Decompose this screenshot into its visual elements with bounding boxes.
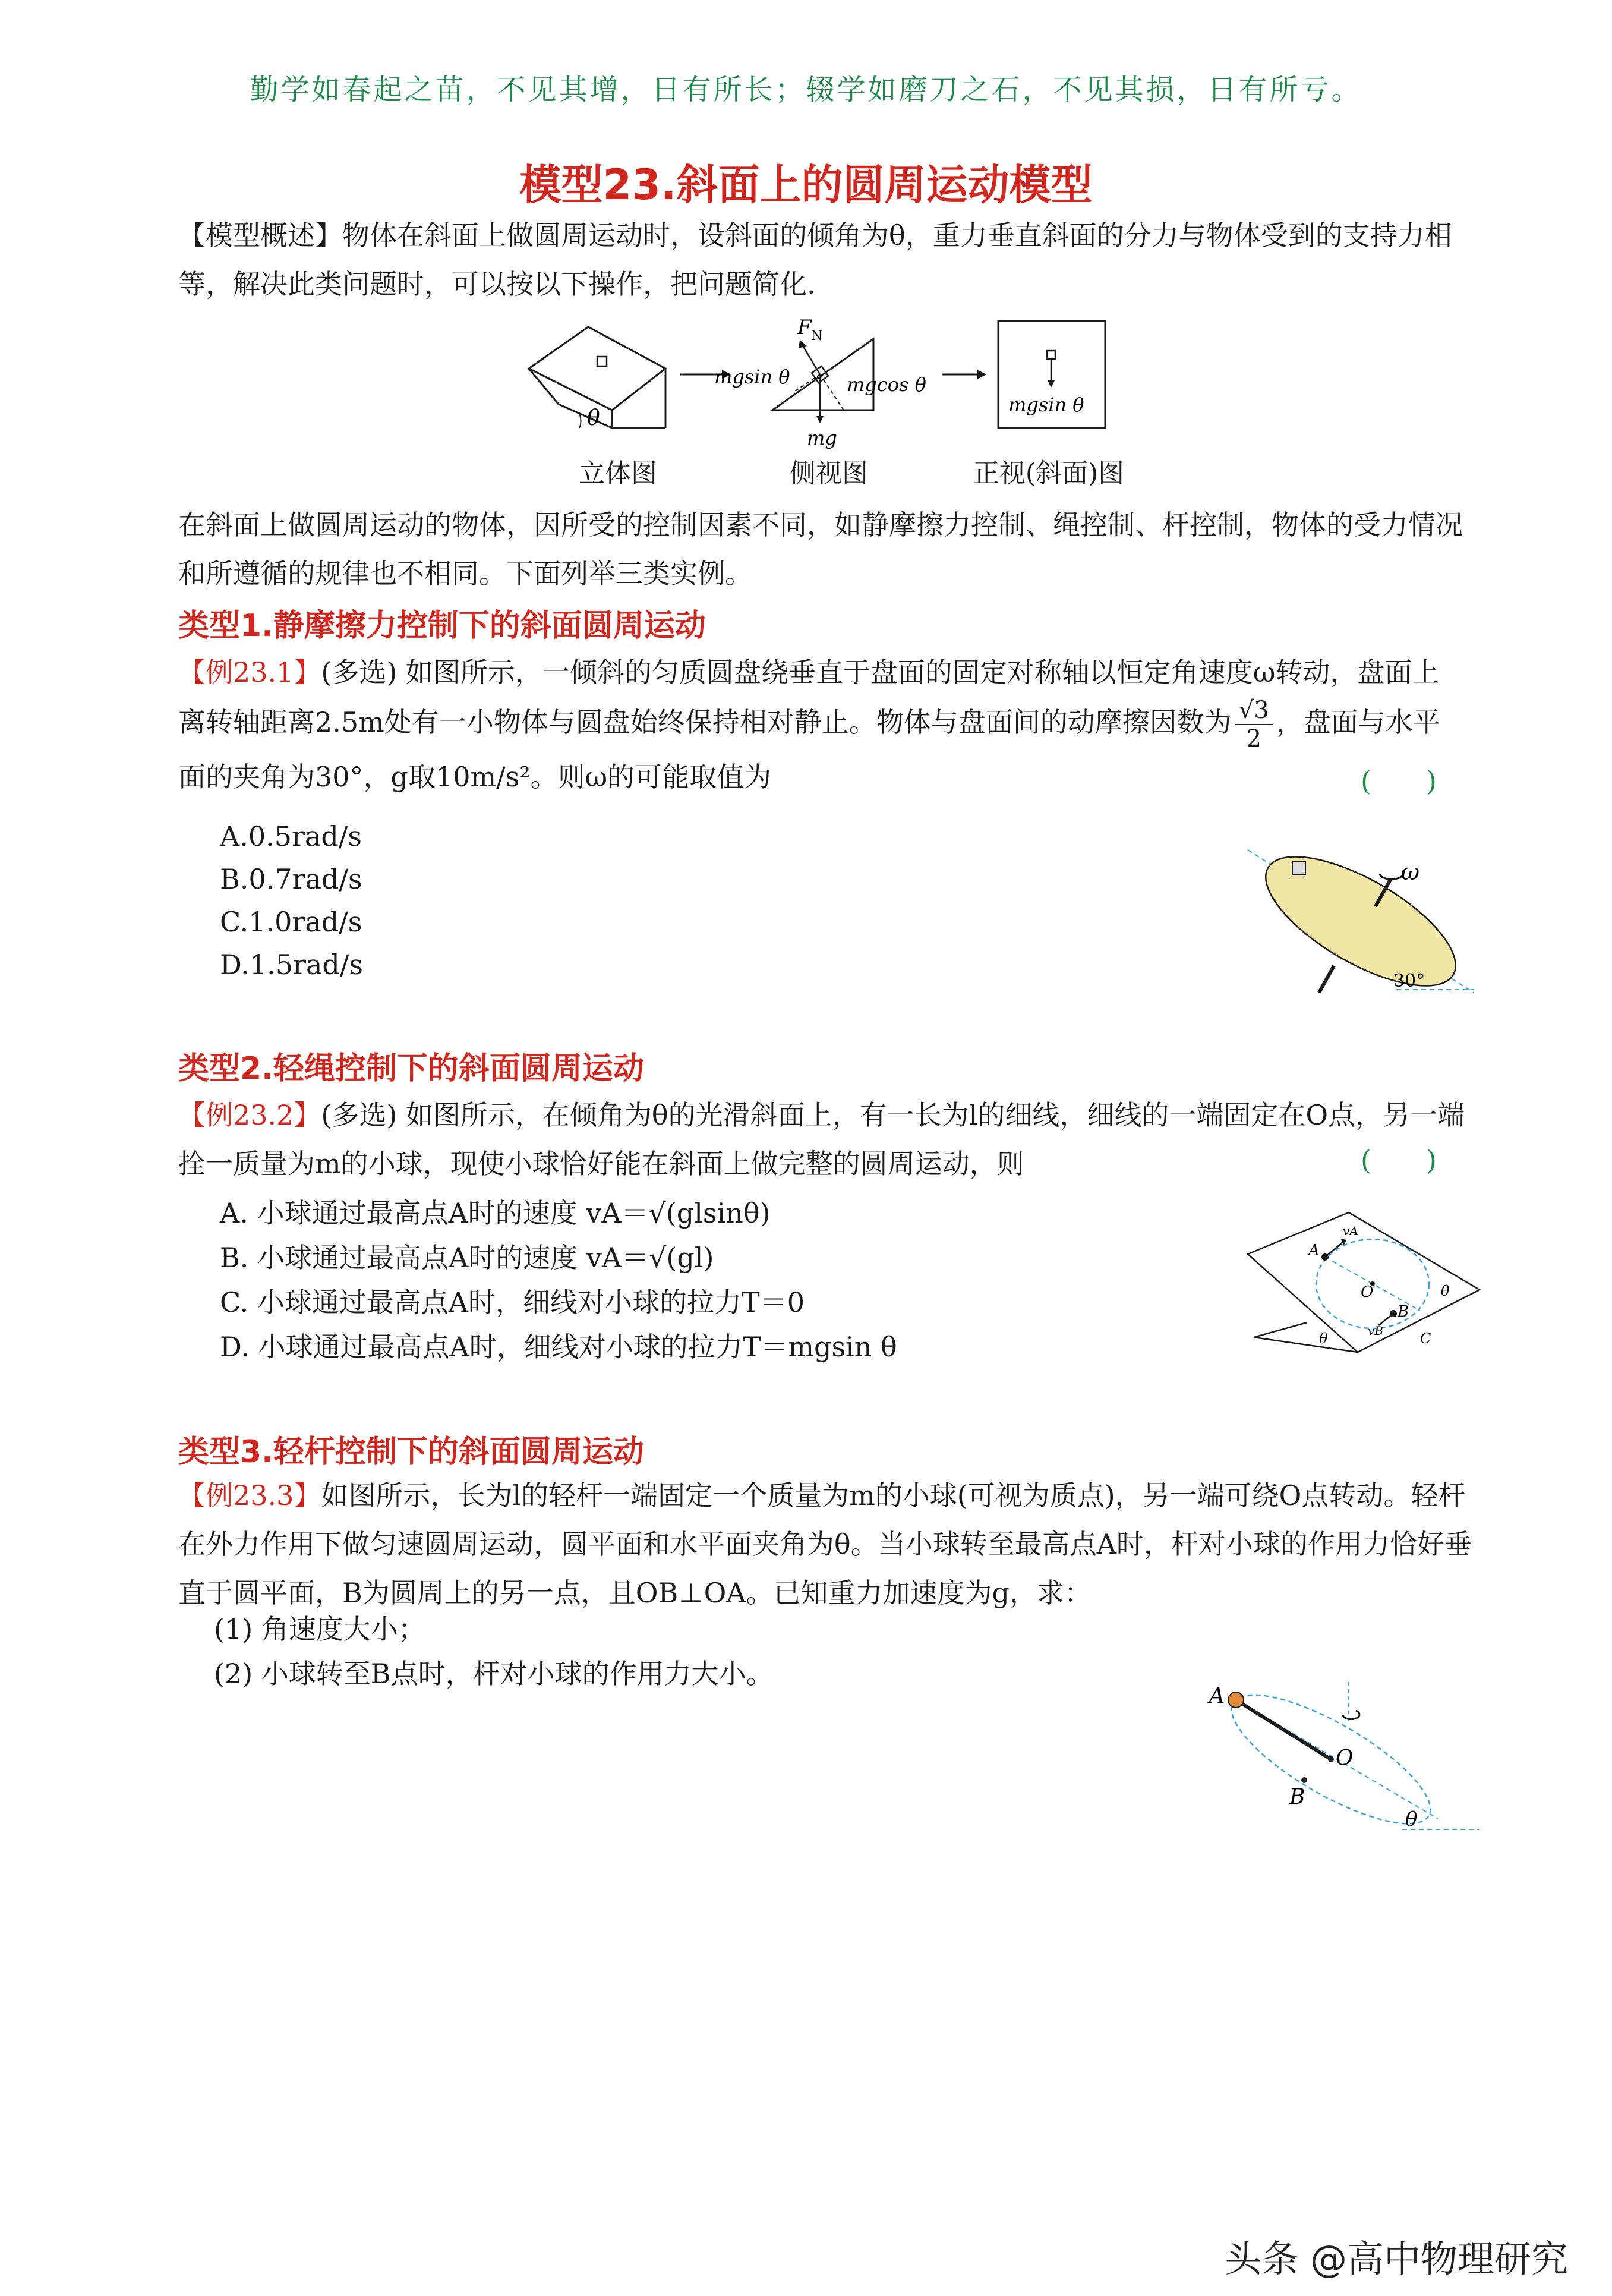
label-theta-right: θ	[1441, 1283, 1450, 1299]
type3-heading: 类型3.轻杆控制下的斜面圆周运动	[178, 1434, 644, 1470]
axle-lower	[1319, 966, 1334, 993]
figure-incline-circle	[1242, 1201, 1485, 1361]
mgsin-label: mgsin θ	[714, 366, 790, 388]
intro-paragraph: 在斜面上做圆周运动的物体，因所受的控制因素不同，如静摩擦力控制、绳控制、杆控制，物体的受力情况和所遵循的规律也不相同。下面列举三类实例。	[178, 509, 1463, 590]
option-23-2-a[interactable]: A. 小球通过最高点A时的速度 vA＝√(glsinθ)	[220, 1197, 771, 1229]
option-23-1-b[interactable]: B.0.7rad/s	[220, 863, 362, 895]
answer-bracket-23-1[interactable]	[1361, 765, 1491, 797]
label-o: O	[1336, 1746, 1354, 1771]
bracket-close: )	[1426, 765, 1438, 797]
light-rod	[1236, 1700, 1331, 1759]
fraction-denominator: 2	[1246, 725, 1261, 752]
option-23-2-b[interactable]: B. 小球通过最高点A时的速度 vA＝√(gl)	[220, 1242, 714, 1274]
caption-side: 侧视图	[790, 458, 868, 489]
example-23-1-text-b: ，盘面与水平面的夹角为30°，g取10m/s²。则ω的可能取值为	[178, 706, 1440, 793]
example-23-2-tag: 【例23.2】	[178, 1099, 321, 1131]
side-view	[714, 316, 926, 449]
type2-heading: 类型2.轻绳控制下的斜面圆周运动	[178, 1051, 644, 1086]
fn-subscript: N	[811, 329, 823, 344]
example-23-3	[178, 1471, 1485, 1617]
mgcos-label: mgcos θ	[847, 373, 926, 396]
example-23-1-tag: 【例23.1】	[178, 656, 321, 688]
front-view	[998, 321, 1105, 428]
fn-label: F	[797, 316, 812, 339]
label-theta: θ	[1405, 1807, 1418, 1831]
type1-heading: 类型1.静摩擦力控制下的斜面圆周运动	[178, 608, 706, 644]
friction-coefficient-fraction	[1235, 697, 1273, 752]
header-motto: 勤学如春起之苗，不见其增，日有所长；辍学如磨刀之石，不见其损，日有所亏。	[250, 73, 1362, 106]
point-b	[1301, 1777, 1307, 1783]
label-b: B	[1398, 1303, 1409, 1321]
bracket-open: (	[1361, 1144, 1373, 1176]
angle-30-label: 30°	[1393, 971, 1425, 991]
figure-rod-ball	[1200, 1670, 1485, 1843]
ball	[1228, 1692, 1244, 1708]
question-1: (1) 角速度大小；	[214, 1613, 425, 1645]
stereo-theta-label: θ	[587, 406, 600, 430]
disk	[1247, 838, 1474, 1004]
caption-front: 正视(斜面)图	[973, 458, 1125, 489]
example-23-3-tag: 【例23.3】	[178, 1479, 321, 1511]
option-23-2-c[interactable]: C. 小球通过最高点A时，细线对小球的拉力T＝0	[220, 1286, 805, 1318]
bracket-close: )	[1426, 1144, 1438, 1176]
mgsin-front-label: mgsin θ	[1008, 393, 1084, 416]
rotation-arrow	[1343, 1711, 1359, 1719]
page-title: 模型23.斜面上的圆周运动模型	[519, 160, 1093, 209]
overview-tag: 【模型概述】	[178, 219, 342, 251]
example-23-2-text: (多选) 如图所示，在倾角为θ的光滑斜面上，有一长为l的细线，细线的一端固定在O点，另一端拴一质量为m的小球，现使小球恰好能在斜面上做完整的圆周运动，则	[178, 1099, 1465, 1180]
answer-bracket-23-2[interactable]	[1361, 1144, 1491, 1176]
example-23-1	[178, 648, 1456, 801]
label-a: A	[1308, 1242, 1320, 1259]
omega-label: ω	[1401, 859, 1419, 885]
overview-paragraph	[178, 211, 1485, 308]
label-a: A	[1209, 1684, 1225, 1708]
option-23-2-d[interactable]: D. 小球通过最高点A时，细线对小球的拉力T＝mgsin θ	[220, 1331, 897, 1363]
label-vb: vB	[1368, 1324, 1383, 1338]
option-23-1-a[interactable]: A.0.5rad/s	[220, 820, 362, 852]
example-23-2	[178, 1091, 1485, 1188]
bracket-open: (	[1361, 765, 1373, 797]
rotation-arrow	[1380, 871, 1403, 879]
caption-stereo: 立体图	[579, 458, 657, 489]
label-b: B	[1289, 1785, 1305, 1809]
footer-watermark: 头条 @高中物理研究	[1216, 2226, 1576, 2286]
label-c: C	[1420, 1330, 1431, 1347]
label-theta-left: θ	[1319, 1330, 1328, 1347]
option-23-1-c[interactable]: C.1.0rad/s	[220, 906, 362, 938]
small-block	[1292, 862, 1305, 875]
fraction-numerator: √3	[1235, 697, 1273, 725]
label-o: O	[1361, 1283, 1374, 1301]
overview-text: 物体在斜面上做圆周运动时，设斜面的倾角为θ，重力垂直斜面的分力与物体受到的支持力相等，解决此类问题时，可以按以下操作，把问题简化.	[178, 219, 1452, 300]
pivot-o	[1328, 1756, 1334, 1762]
option-23-1-d[interactable]: D.1.5rad/s	[220, 949, 363, 981]
stereo-view	[529, 327, 665, 430]
label-va: vA	[1343, 1224, 1358, 1238]
example-23-1-text-a: (多选) 如图所示，一倾斜的匀质圆盘绕垂直于盘面的固定对称轴以恒定角速度ω转动，盘面上离转轴距离2.5m处有一小物体与圆盘始终保持相对静止。物体与盘面间的动摩擦因数为	[178, 656, 1440, 738]
mg-label: mg	[807, 427, 837, 449]
figure-tilted-disk	[1242, 838, 1479, 1004]
example-23-3-text: 如图所示，长为l的轻杆一端固定一个质量为m的小球(可视为质点)，另一端可绕O点转动。轻杆在外力作用下做匀速圆周运动，圆平面和水平面夹角为θ。当小球转至最高点A时，杆对小球的作用力恰好垂直于圆平面，B为圆周上的另一点，且OB⊥OA。已知重力加速度为g，求：	[178, 1479, 1472, 1609]
question-2: (2) 小球转至B点时，杆对小球的作用力大小。	[214, 1658, 774, 1690]
arrow-2-head	[977, 370, 986, 379]
